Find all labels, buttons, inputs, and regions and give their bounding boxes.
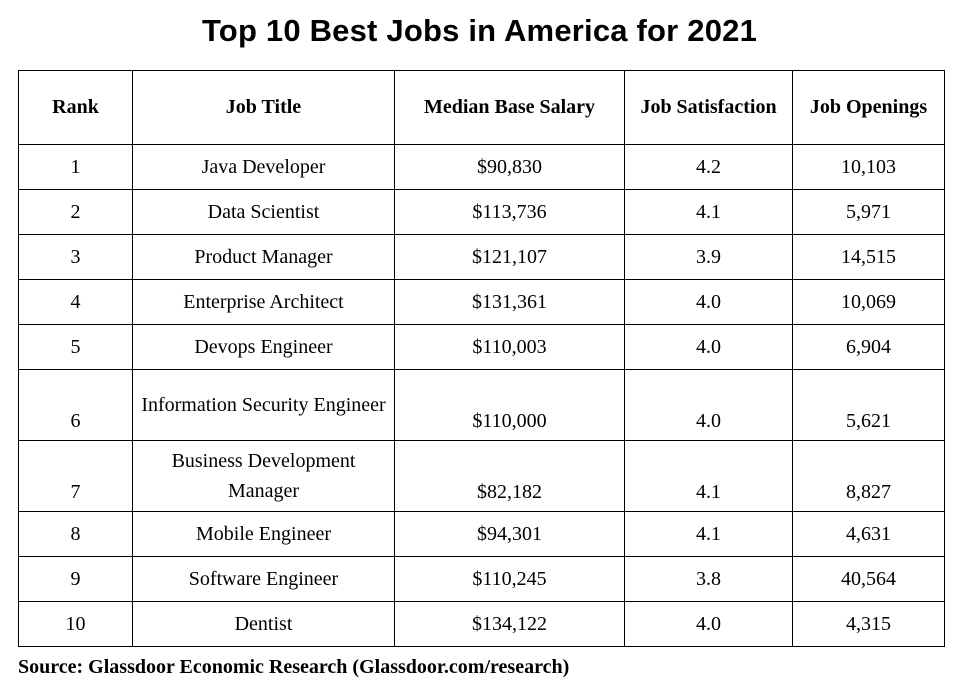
openings-cell: 5,621 bbox=[793, 370, 945, 441]
satisfaction-cell: 3.9 bbox=[625, 235, 793, 280]
satisfaction-cell: 4.0 bbox=[625, 325, 793, 370]
table-row bbox=[19, 602, 945, 647]
rank-cell: 8 bbox=[19, 512, 133, 557]
table-row bbox=[19, 325, 945, 370]
openings-cell: 14,515 bbox=[793, 235, 945, 280]
salary-cell: $90,830 bbox=[395, 145, 625, 190]
salary-cell: $121,107 bbox=[395, 235, 625, 280]
table-row bbox=[19, 280, 945, 325]
rank-cell: 4 bbox=[19, 280, 133, 325]
job-title-cell: Dentist bbox=[133, 602, 395, 647]
job-title-cell: Data Scientist bbox=[133, 190, 395, 235]
job-title-cell: Mobile Engineer bbox=[133, 512, 395, 557]
rank-cell: 10 bbox=[19, 602, 133, 647]
satisfaction-cell: 4.1 bbox=[625, 190, 793, 235]
salary-cell: $131,361 bbox=[395, 280, 625, 325]
table-row bbox=[19, 512, 945, 557]
salary-cell: $110,003 bbox=[395, 325, 625, 370]
openings-cell: 5,971 bbox=[793, 190, 945, 235]
table-row bbox=[19, 190, 945, 235]
source-note: Source: Glassdoor Economic Research (Glassdoor.com/research) bbox=[18, 656, 570, 678]
job-title-cell: Business Development Manager bbox=[133, 441, 395, 512]
openings-cell: 4,631 bbox=[793, 512, 945, 557]
satisfaction-cell: 4.0 bbox=[625, 280, 793, 325]
rank-cell: 3 bbox=[19, 235, 133, 280]
salary-cell: $134,122 bbox=[395, 602, 625, 647]
satisfaction-cell: 4.1 bbox=[625, 512, 793, 557]
header-rank: Rank bbox=[19, 71, 133, 145]
satisfaction-cell: 4.2 bbox=[625, 145, 793, 190]
rank-cell: 1 bbox=[19, 145, 133, 190]
satisfaction-cell: 4.0 bbox=[625, 370, 793, 441]
job-title-cell: Information Security Engineer bbox=[133, 370, 395, 441]
page-title: Top 10 Best Jobs in America for 2021 bbox=[201, 13, 758, 48]
salary-cell: $113,736 bbox=[395, 190, 625, 235]
salary-cell: $110,245 bbox=[395, 557, 625, 602]
salary-cell: $94,301 bbox=[395, 512, 625, 557]
jobs-table bbox=[18, 70, 945, 647]
job-title-cell: Software Engineer bbox=[133, 557, 395, 602]
table-row bbox=[19, 145, 945, 190]
satisfaction-cell: 4.1 bbox=[625, 441, 793, 512]
salary-cell: $110,000 bbox=[395, 370, 625, 441]
openings-cell: 10,103 bbox=[793, 145, 945, 190]
job-title-cell: Devops Engineer bbox=[133, 325, 395, 370]
job-title-cell: Product Manager bbox=[133, 235, 395, 280]
header-job-title: Job Title bbox=[133, 71, 395, 145]
openings-cell: 10,069 bbox=[793, 280, 945, 325]
rank-cell: 6 bbox=[19, 370, 133, 441]
table-row bbox=[19, 441, 945, 512]
rank-cell: 9 bbox=[19, 557, 133, 602]
rank-cell: 7 bbox=[19, 441, 133, 512]
rank-cell: 2 bbox=[19, 190, 133, 235]
table-header-row bbox=[19, 71, 945, 145]
openings-cell: 8,827 bbox=[793, 441, 945, 512]
openings-cell: 4,315 bbox=[793, 602, 945, 647]
salary-cell: $82,182 bbox=[395, 441, 625, 512]
openings-cell: 40,564 bbox=[793, 557, 945, 602]
openings-cell: 6,904 bbox=[793, 325, 945, 370]
table-row bbox=[19, 370, 945, 441]
table-row bbox=[19, 235, 945, 280]
table-row bbox=[19, 557, 945, 602]
rank-cell: 5 bbox=[19, 325, 133, 370]
job-title-cell: Java Developer bbox=[133, 145, 395, 190]
header-job-openings: Job Openings bbox=[793, 71, 945, 145]
satisfaction-cell: 4.0 bbox=[625, 602, 793, 647]
header-job-satisfaction: Job Satisfaction bbox=[625, 71, 793, 145]
job-title-cell: Enterprise Architect bbox=[133, 280, 395, 325]
header-median-base-salary: Median Base Salary bbox=[395, 71, 625, 145]
satisfaction-cell: 3.8 bbox=[625, 557, 793, 602]
